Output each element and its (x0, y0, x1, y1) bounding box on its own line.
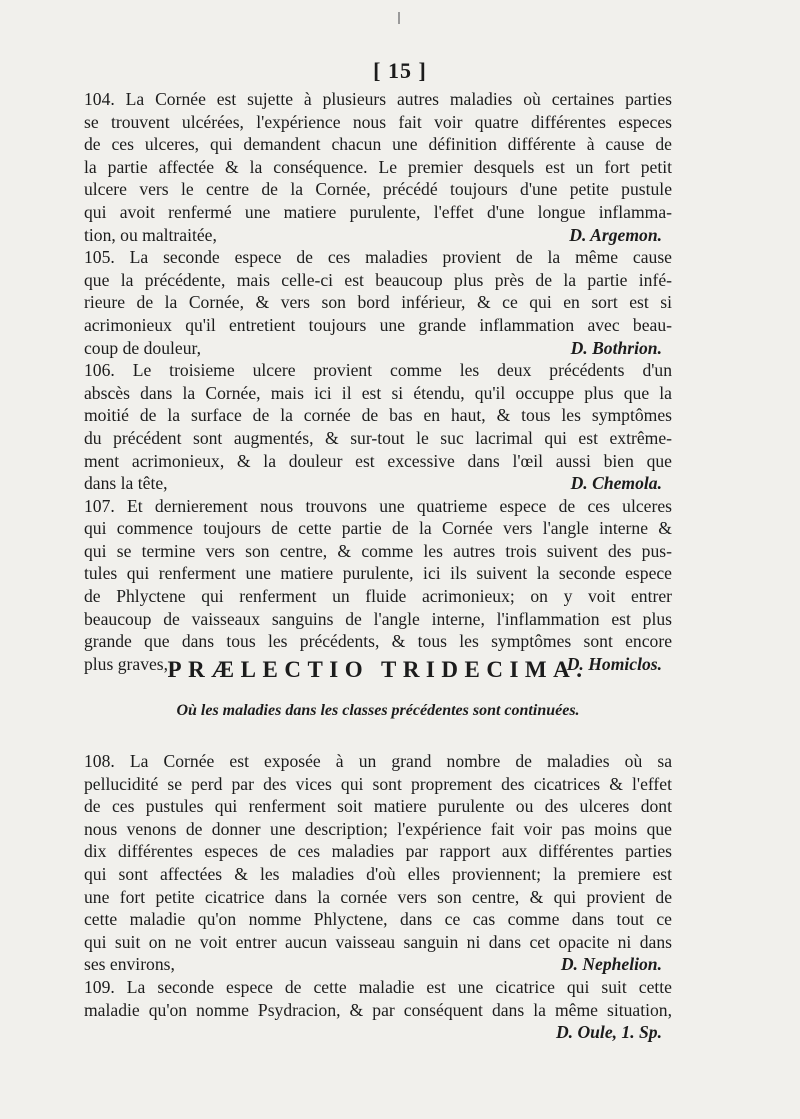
text-line: qui se termine vers son centre, & comme les autres trois suivent des pus- (84, 540, 672, 561)
line-text: coup de douleur, (84, 337, 202, 358)
line-text: plus graves, (84, 653, 169, 674)
text-line: tules qui renferment une matiere purulente, ici ils suivent la seconde espece (84, 563, 672, 584)
text-line: la partie affectée & la conséquence. Le premier desquels est un fort petit (84, 156, 672, 177)
text-line: qui sont affectées & les maladies d'où elles proviennent; la premiere est (84, 863, 672, 884)
text-line: qui suit on ne voit entrer aucun vaisseau sanguin ni dans cet opacite ni dans (84, 931, 672, 952)
text-line: abscès dans la Cornée, mais ici il est si étendu, qu'il occuppe plus que la (84, 382, 672, 403)
text-line: 106. Le troisieme ulcere provient comme les deux précédents d'un (84, 360, 672, 381)
line-text: ses environs, (84, 954, 175, 975)
text-line: que la précédente, mais celle-ci est beaucoup plus près de la partie infé- (84, 269, 672, 290)
text-line: ulcere vers le centre de la Cornée, précédé toujours d'une petite pustule (84, 179, 672, 200)
signature-chemola: D. Chemola. (570, 473, 662, 494)
line-text: dans la tête, (84, 473, 168, 494)
top-mark (398, 12, 400, 24)
line-text: tion, ou maltraitée, (84, 224, 217, 245)
text-line: 104. La Cornée est sujette à plusieurs autres maladies où certaines parties (84, 89, 672, 109)
text-line: dix différentes especes de ces maladies par rapport aux différentes parties (84, 841, 672, 862)
text-line: de Phlyctene qui renferment un fluide acrimonieux; on y voit entrer (84, 586, 672, 607)
signature-homiclos: D. Homiclos. (566, 653, 662, 674)
text-line: une fort petite cicatrice dans la cornée vers son centre, & qui provient de (84, 886, 672, 907)
text-line: cette maladie qu'on nomme Phlyctene, dans ce cas comme dans tout ce (84, 909, 672, 930)
section-subheading: Où les maladies dans les classes précédentes sont continuées. (176, 702, 580, 719)
text-line: du précédent sont augmentés, & sur-tout le suc lacrimal qui est extrême- (84, 427, 672, 448)
text-line: beaucoup de vaisseaux sanguins de l'angle interne, l'inflammation est plus (84, 608, 672, 629)
text-line: 107. Et dernierement nous trouvons une quatrieme espece de ces ulceres (84, 495, 672, 516)
signature-argemon: D. Argemon. (569, 224, 662, 245)
text-line: pellucidité se perd par des vices qui sont proprement des cicatrices & l'effet (84, 773, 672, 794)
text-line: ment acrimonieux, & la douleur est excessive dans l'œil aussi bien que (84, 450, 672, 471)
section-two (84, 750, 672, 1044)
signature-bothrion: D. Bothrion. (570, 337, 662, 358)
text-line: se trouvent ulcérées, l'expérience nous fait voir quatre différentes especes (84, 111, 672, 132)
text-line (84, 224, 672, 247)
text-line (84, 953, 672, 976)
text-line: grande que dans tous les précédents, & tous les symptômes sont encore (84, 631, 672, 652)
text-line (84, 472, 672, 495)
signature-nephelion: D. Nephelion. (560, 954, 662, 975)
section-one (84, 88, 672, 675)
section-heading: PRÆLECTIO TRIDECIMA. (167, 657, 589, 682)
text-line: acrimonieux qu'il entretient toujours une grande inflammation avec beau- (84, 314, 672, 335)
text-line: moitié de la surface de la cornée de bas en haut, & tous les symptômes (84, 405, 672, 426)
text-line: qui commence toujours de cette partie de la Cornée vers l'angle interne & (84, 518, 672, 539)
text-line (84, 337, 672, 360)
text-line: maladie qu'on nomme Psydracion, & par conséquent dans la même situation, (84, 999, 672, 1020)
text-line: 109. La seconde espece de cette maladie est une cicatrice qui suit cette (84, 976, 672, 997)
text-line: de ces ulceres, qui demandent chacun une définition différente à cause de (84, 134, 672, 155)
page-number: [ 15 ] (373, 58, 427, 83)
text-line: de ces pustules qui renferment soit matiere purulente ou des ulceres dont (84, 796, 672, 817)
text-line: rieure de la Cornée, & vers son bord inférieur, & ce qui en sort est si (84, 292, 672, 313)
text-line: nous venons de donner une description; l'expérience fait voir pas moins que (84, 818, 672, 839)
signature-oule: D. Oule, 1. Sp. (555, 1022, 662, 1043)
text-line: 105. La seconde espece de ces maladies provient de la même cause (84, 247, 672, 268)
text-line: qui avoit renfermé une matiere purulente, l'effet d'une longue inflamma- (84, 201, 672, 222)
text-line: 108. La Cornée est exposée à un grand nombre de maladies où sa (84, 751, 672, 771)
